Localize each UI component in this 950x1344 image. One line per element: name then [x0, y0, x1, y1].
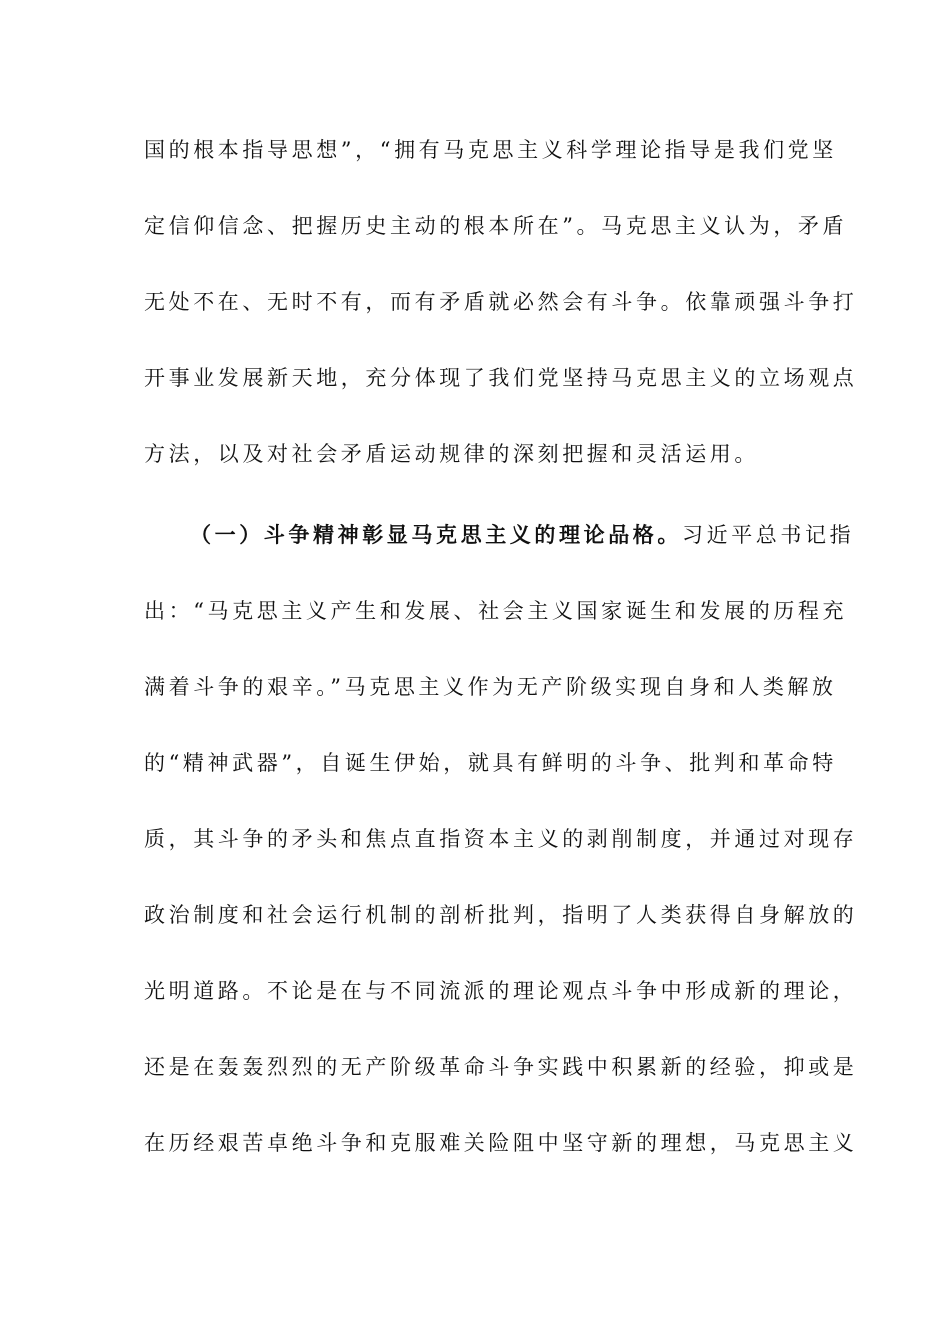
paragraph-line: 质，其斗争的矛头和焦点直指资本主义的剥削制度，并通过对现存 [144, 827, 858, 851]
paragraph-line: 方法，以及对社会矛盾运动规律的深刻把握和灵活运用。 [144, 442, 759, 466]
paragraph-line: 的“精神武器”，自诞生伊始，就具有鲜明的斗争、批判和革命特 [144, 751, 837, 775]
paragraph-line: 政治制度和社会运行机制的剖析批判，指明了人类获得自身解放的 [144, 903, 858, 927]
paragraph-line: 开事业发展新天地，充分体现了我们党坚持马克思主义的立场观点 [144, 366, 858, 390]
paragraph-line: 国的根本指导思想”，“拥有马克思主义科学理论指导是我们党坚 [144, 138, 837, 162]
paragraph-line: 满着斗争的艰辛。”马克思主义作为无产阶级实现自身和人类解放 [144, 675, 837, 699]
section-heading-continuation: 习近平总书记指 [682, 523, 855, 547]
paragraph-line: 无处不在、无时不有，而有矛盾就必然会有斗争。依靠顽强斗争打 [144, 290, 858, 314]
section-heading-line [190, 515, 855, 555]
paragraph-line: 在历经艰苦卓绝斗争和克服难关险阻中坚守新的理想，马克思主义 [144, 1131, 858, 1155]
paragraph-line: 定信仰信念、把握历史主动的根本所在”。马克思主义认为，矛盾 [144, 214, 848, 238]
paragraph-line: 光明道路。不论是在与不同流派的理论观点斗争中形成新的理论， [144, 979, 858, 1003]
section-heading: （一）斗争精神彰显马克思主义的理论品格。 [190, 522, 682, 547]
paragraph-line: 出：“马克思主义产生和发展、社会主义国家诞生和发展的历程充 [144, 599, 848, 623]
paragraph-line: 还是在轰轰烈烈的无产阶级革命斗争实践中积累新的经验，抑或是 [144, 1055, 858, 1079]
